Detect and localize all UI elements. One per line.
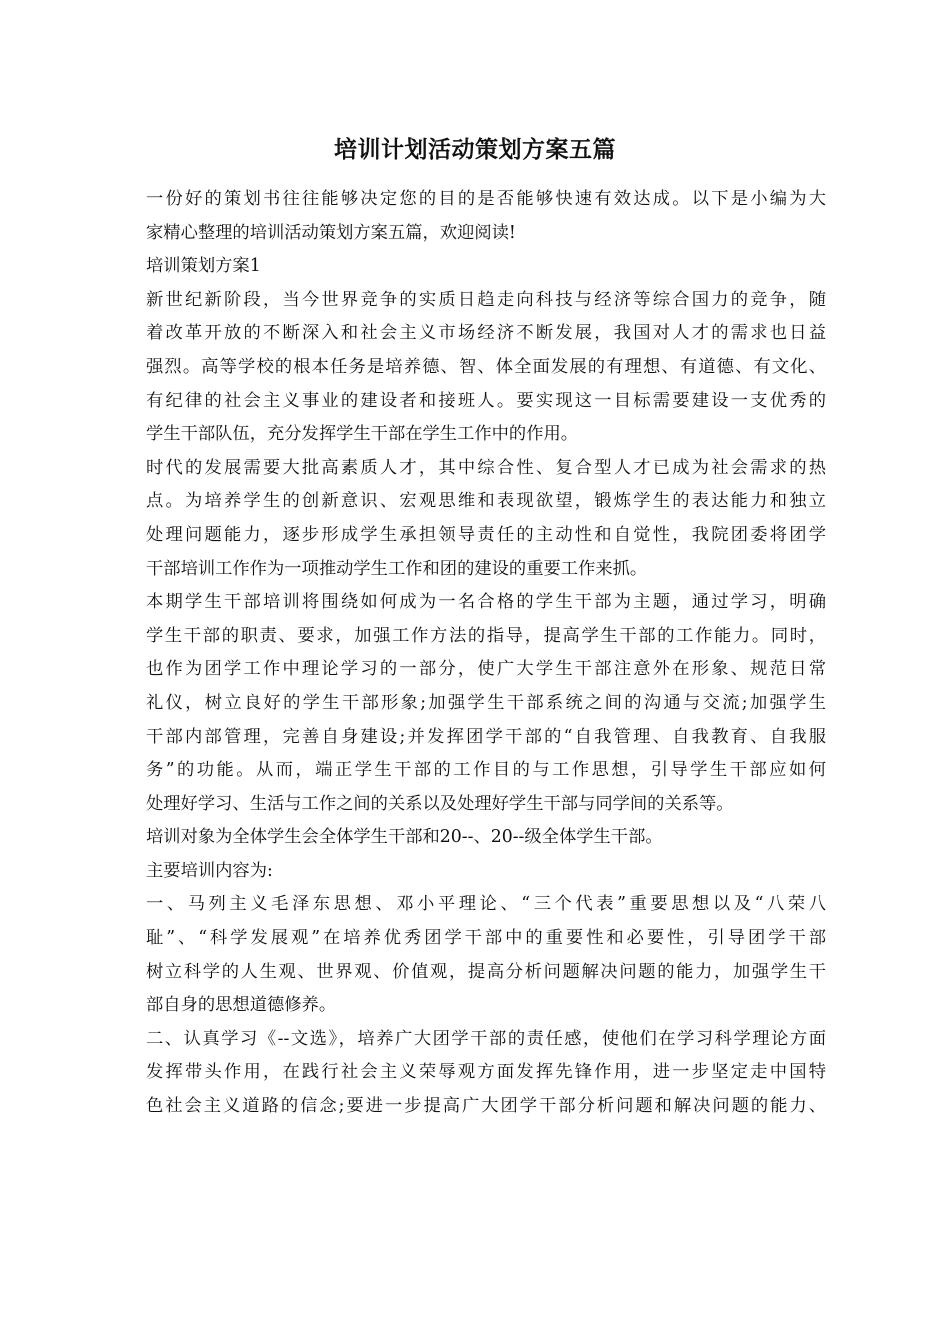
body-text-line: 部自身的思想道德修养。 bbox=[146, 995, 337, 1016]
body-text-line: 着改革开放的不断深入和社会主义市场经济不断发展，我国对人才的需求也日益 bbox=[146, 323, 826, 344]
body-text-line: 点。为培养学生的创新意识、宏观思维和表现欲望，锻炼学生的表达能力和独立 bbox=[146, 491, 826, 512]
body-text-line: 干部内部管理，完善自身建设;并发挥团学干部的“自我管理、自我教育、自我服 bbox=[146, 726, 826, 747]
body-text-line: 色社会主义道路的信念;要进一步提高广大团学干部分析问题和解决问题的能力、 bbox=[146, 1096, 826, 1117]
body-text-line: 也作为团学工作中理论学习的一部分，使广大学生干部注意外在形象、规范日常 bbox=[146, 659, 826, 680]
body-text-line: 强烈。高等学校的根本任务是培养德、智、体全面发展的有理想、有道德、有文化、 bbox=[146, 356, 826, 377]
document-body bbox=[146, 183, 826, 1124]
body-text-line: 有纪律的社会主义事业的建设者和接班人。要实现这一目标需要建设一支优秀的 bbox=[146, 390, 826, 411]
body-text-line: 处理问题能力，逐步形成学生承担领导责任的主动性和自觉性，我院团委将团学 bbox=[146, 524, 826, 545]
body-text-line: 一、马列主义毛泽东思想、邓小平理论、“三个代表”重要思想以及“八荣八 bbox=[146, 894, 826, 915]
document-title: 培训计划活动策划方案五篇 bbox=[334, 136, 616, 163]
body-text-line: 主要培训内容为: bbox=[146, 860, 273, 881]
body-text-line: 耻”、“科学发展观”在培养优秀团学干部中的重要性和必要性，引导团学干部 bbox=[146, 928, 826, 949]
body-text-line: 发挥带头作用，在践行社会主义荣辱观方面发挥先锋作用，进一步坚定走中国特 bbox=[146, 1062, 826, 1083]
body-text-line: 学生干部的职责、要求，加强工作方法的指导，提高学生干部的工作能力。同时， bbox=[146, 625, 826, 646]
body-text-line: 新世纪新阶段，当今世界竞争的实质日趋走向科技与经济等综合国力的竞争，随 bbox=[146, 289, 826, 310]
body-text-line: 二、认真学习《--文选》，培养广大团学干部的责任感，使他们在学习科学理论方面 bbox=[146, 1028, 826, 1049]
body-text-line: 学生干部队伍，充分发挥学生干部在学生工作中的作用。 bbox=[146, 424, 579, 445]
body-text-line: 培训对象为全体学生会全体学生干部和20--、20--级全体学生干部。 bbox=[146, 827, 663, 848]
body-text-line: 礼仪，树立良好的学生干部形象;加强学生干部系统之间的沟通与交流;加强学生 bbox=[146, 692, 826, 713]
body-text-line: 处理好学习、生活与工作之间的关系以及处理好学生干部与同学间的关系等。 bbox=[146, 793, 734, 814]
body-text-line: 一份好的策划书往往能够决定您的目的是否能够快速有效达成。以下是小编为大 bbox=[146, 189, 826, 209]
body-text-line: 时代的发展需要大批高素质人才，其中综合性、复合型人才已成为社会需求的热 bbox=[146, 457, 826, 478]
body-text-line: 本期学生干部培训将围绕如何成为一名合格的学生干部为主题，通过学习，明确 bbox=[146, 592, 826, 613]
body-text-line: 干部培训工作作为一项推动学生工作和团的建设的重要工作来抓。 bbox=[146, 558, 648, 579]
body-text-line: 务”的功能。从而，端正学生干部的工作目的与工作思想，引导学生干部应如何 bbox=[146, 760, 826, 781]
body-text-line: 培训策划方案1 bbox=[146, 256, 261, 277]
body-text-line: 树立科学的人生观、世界观、价值观，提高分析问题解决问题的能力，加强学生干 bbox=[146, 961, 826, 982]
body-text-line: 家精心整理的培训活动策划方案五篇，欢迎阅读! bbox=[146, 222, 516, 243]
